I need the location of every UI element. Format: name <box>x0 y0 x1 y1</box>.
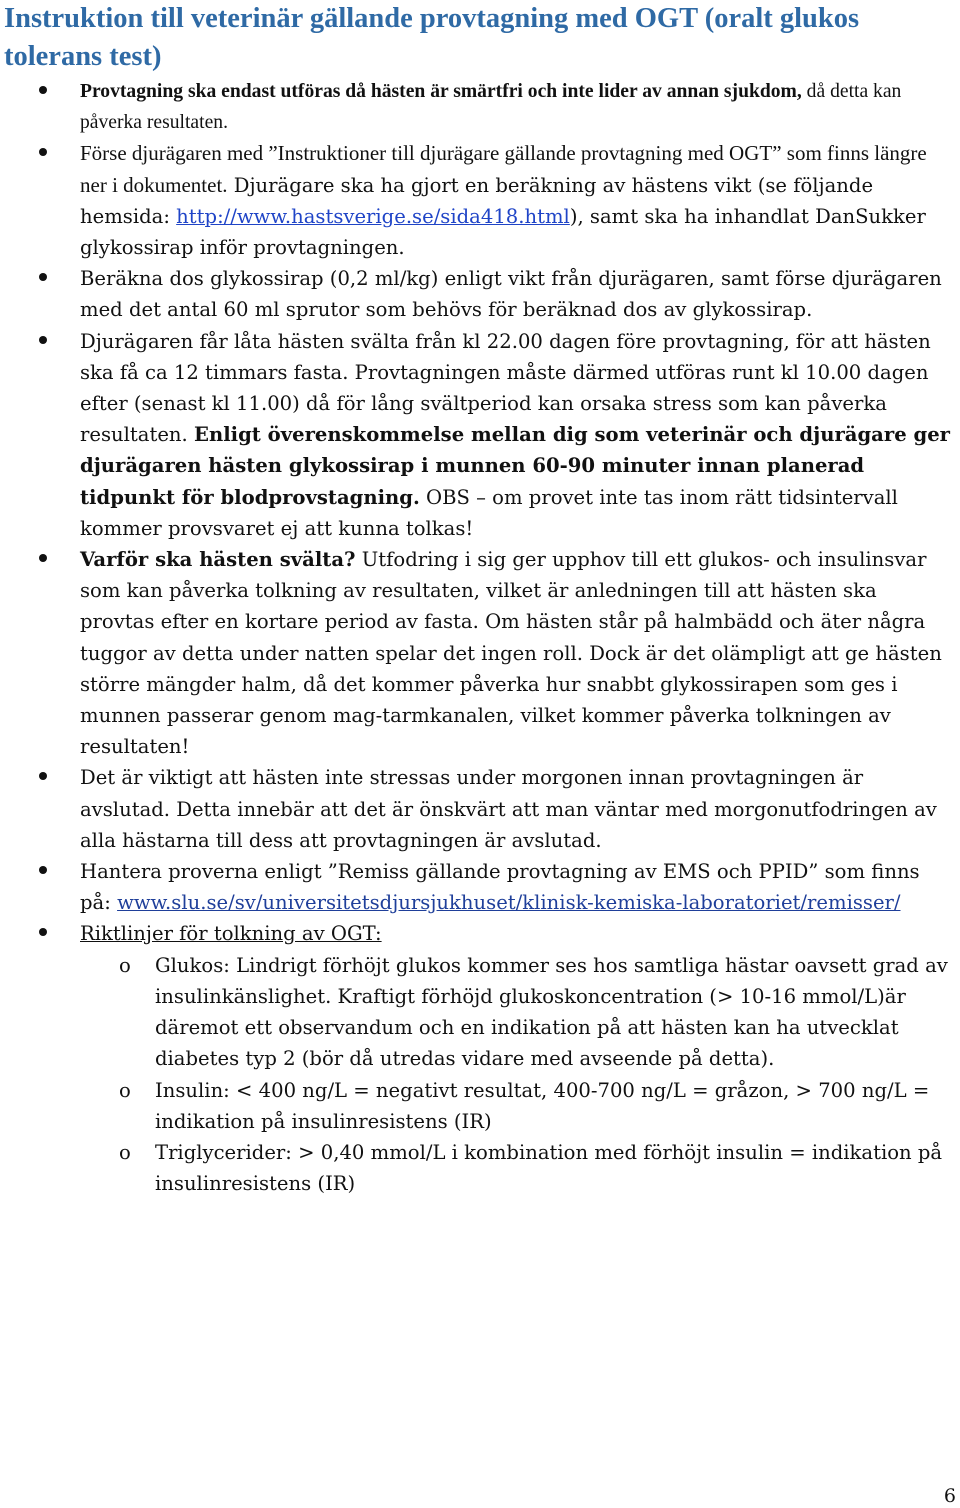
list-item <box>0 263 960 325</box>
item-bold-text: Enligt överenskommelse mellan dig som veterinär och djurägare ger djurägaren hästen glykossirap i munnen 60-90 minuter innan planerad tidpunkt för blodprovstagning. <box>80 423 950 509</box>
item-text: då detta kan påverka resultaten. <box>80 81 902 134</box>
bullet-icon <box>39 928 47 936</box>
item-text: Djurägare ska ha gjort en beräkning av hästens vikt (se följande hemsida: <box>80 173 874 228</box>
item-text: Utfodring i sig ger upphov till ett glukos- och insulinsvar som kan påverka tolkning av resultaten, vilket är anledningen till att hästen ska provtas efter en kortare period av fasta. Om hästen står på halmbädd och äter några tuggor av detta under natten spelar det ingen roll. Dock är det olämpligt att ge hästen större mängder halm, då det kommer påverka hur snabbt glykossirapen som ges i munnen passerar genom mag-tarmkanalen, vilket kommer påverka tolkningen av resultaten! <box>80 548 942 759</box>
item-text: Beräkna dos glykossirap (0,2 ml/kg) enligt vikt från djurägaren, samt förse djurägaren med det antal 60 ml sprutor som behövs för beräknad dos av glykossirap. <box>80 267 942 322</box>
interpretation-sublist <box>80 950 956 1200</box>
sub-bullet-icon: o <box>119 1140 131 1164</box>
page-number: 6 <box>943 1485 956 1507</box>
item-text: Riktlinjer för tolkning av OGT: <box>80 922 382 946</box>
hastsverige-link[interactable]: http://www.hastsverige.se/sida418.html <box>176 204 570 228</box>
sub-bullet-icon: o <box>119 953 131 977</box>
slu-remisser-link[interactable]: www.slu.se/sv/universitetsdjursjukhuset/klinisk-kemiska-laboratoriet/remisser/ <box>117 891 901 915</box>
list-item <box>0 762 960 856</box>
sub-item-text: Glukos: Lindrigt förhöjt glukos kommer ses hos samtliga hästar oavsett grad av insulinkänslighet. Kraftigt förhöjd glukoskoncentration (> 10-16 mmol/L)är däremot ett observandum och en indikation på att hästen kan ha utvecklat diabetes typ 2 (bör då utredas vidare med avseende på detta). <box>155 953 948 1071</box>
bullet-icon <box>39 273 47 281</box>
bullet-icon <box>39 336 47 344</box>
document-title: Instruktion till veterinär gällande provtagning med OGT (oralt glukos tolerans test) <box>4 3 860 72</box>
bullet-icon <box>39 866 47 874</box>
sub-list-item <box>80 950 956 1075</box>
list-item <box>0 326 960 544</box>
item-bold-text: Provtagning ska endast utföras då hästen är smärtfri och inte lider av annan sjukdom, <box>80 81 802 102</box>
item-text: Förse djurägaren med ”Instruktioner till djurägare gällande provtagning med OGT” som finns längre ner i dokumentet. <box>80 141 927 197</box>
item-text: ), samt ska ha inhandlat DanSukker glykossirap inför provtagningen. <box>80 204 926 260</box>
list-item <box>0 856 960 918</box>
sub-item-text: Triglycerider: > 0,40 mmol/L i kombination med förhöjt insulin = indikation på insulinresistens (IR) <box>155 1140 943 1196</box>
sub-list-item <box>80 1075 956 1137</box>
item-text: Djurägaren får låta hästen svälta från kl 22.00 dagen före provtagning, för att hästen ska få ca 12 timmars fasta. Provtagningen måste därmed utföras runt kl 10.00 dagen efter (senast kl 11.00) då för lång svältperiod kan orsaka stress som kan påverka resultaten. <box>80 329 931 447</box>
item-text: Hantera proverna enligt ”Remiss gällande provtagning av EMS och PPID” som finns på: <box>80 860 920 915</box>
item-text: Det är viktigt att hästen inte stressas under morgonen innan provtagningen är avslutad. Detta innebär att det är önskvärt att man väntar med morgonutfodringen av alla hästarna till dess att provtagningen är avslutad. <box>80 766 937 852</box>
bullet-icon <box>39 148 47 156</box>
sub-list-item <box>80 1137 956 1199</box>
bullet-icon <box>39 86 47 94</box>
sub-bullet-icon: o <box>119 1078 131 1102</box>
item-text: OBS – om provet inte tas inom rätt tidsintervall kommer provsvaret ej att kunna tolkas! <box>80 485 898 540</box>
item-bold-text: Varför ska hästen svälta? <box>80 548 356 572</box>
list-item <box>0 138 960 263</box>
instruction-list <box>0 76 960 1199</box>
sub-item-text: Insulin: < 400 ng/L = negativt resultat, 400-700 ng/L = gråzon, > 700 ng/L = indikation på insulinresistens (IR) <box>155 1078 930 1133</box>
bullet-icon <box>39 554 47 562</box>
bullet-icon <box>39 772 47 780</box>
list-item <box>0 918 960 1199</box>
list-item <box>0 544 960 762</box>
list-item <box>0 76 960 138</box>
